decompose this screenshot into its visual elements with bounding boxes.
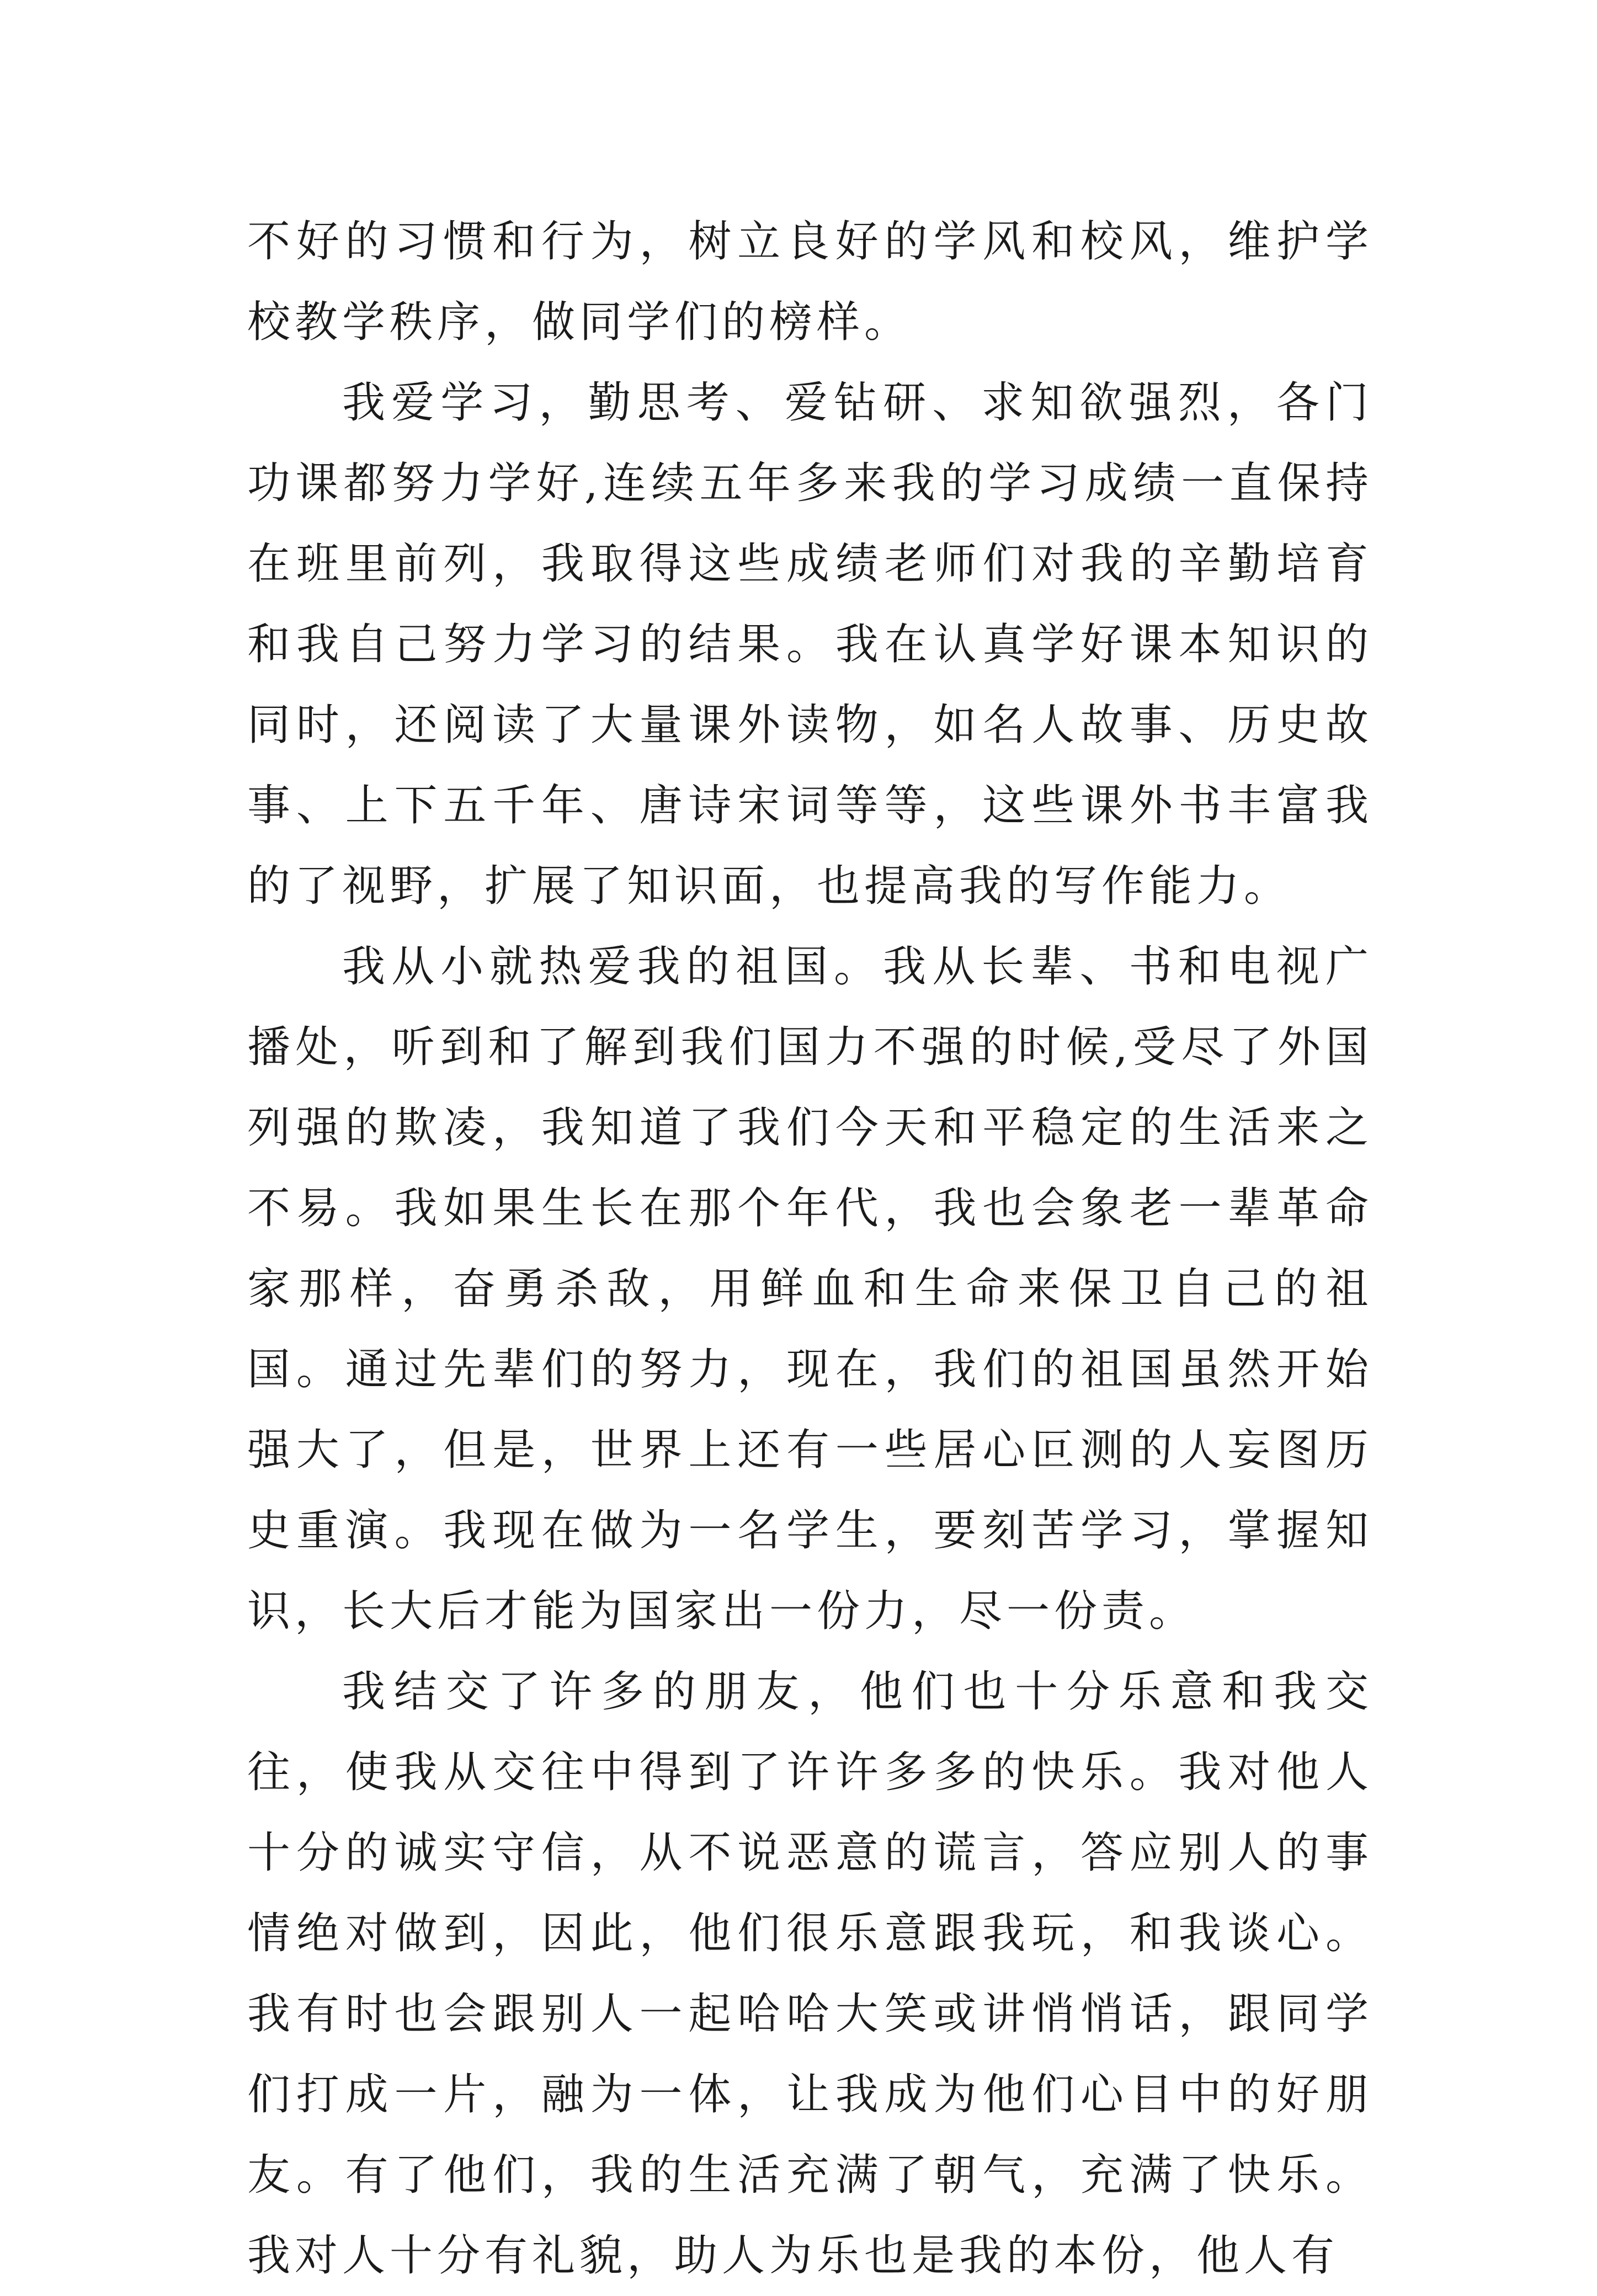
paragraph-1: 不好的习惯和行为，树立良好的学风和校风，维护学校教学秩序，做同学们的榜样。 [247, 217, 1373, 347]
paragraph-2: 我爱学习，勤思考、爱钻研、求知欲强烈，各门功课都努力学好,连续五年多来我的学习成绩一直保持在班里前列，我取得这些成绩老师们对我的辛勤培育和我自己努力学习的结果。我在认真学好课本知识的同时，还阅读了大量课外读物，如名人故事、历史故事、上下五千年、唐诗宋词等等，这些课外书丰富我的了视野，扩展了知识面，也提高我的写作能力。 [247, 378, 1373, 911]
paragraph-3: 我从小就热爱我的祖国。我从长辈、书和电视广播处，听到和了解到我们国力不强的时候,受尽了外国列强的欺凌，我知道了我们今天和平稳定的生活来之不易。我如果生长在那个年代，我也会象老一辈革命家那样，奋勇杀敌，用鲜血和生命来保卫自己的祖国。通过先辈们的努力，现在，我们的祖国虽然开始强大了，但是，世界上还有一些居心叵测的人妄图历史重演。我现在做为一名学生，要刻苦学习，掌握知识，长大后才能为国家出一份力，尽一份责。 [247, 942, 1373, 1636]
document-body [247, 201, 1373, 2296]
paragraph-4: 我结交了许多的朋友，他们也十分乐意和我交往，使我从交往中得到了许许多多的快乐。我对他人十分的诚实守信，从不说恶意的谎言，答应别人的事情绝对做到，因此，他们很乐意跟我玩，和我谈心。我有时也会跟别人一起哈哈大笑或讲悄悄话，跟同学们打成一片，融为一体，让我成为他们心目中的好朋友。有了他们，我的生活充满了朝气，充满了快乐。我对人十分有礼貌，助人为乐也是我的本份，他人有 [247, 1667, 1373, 2281]
